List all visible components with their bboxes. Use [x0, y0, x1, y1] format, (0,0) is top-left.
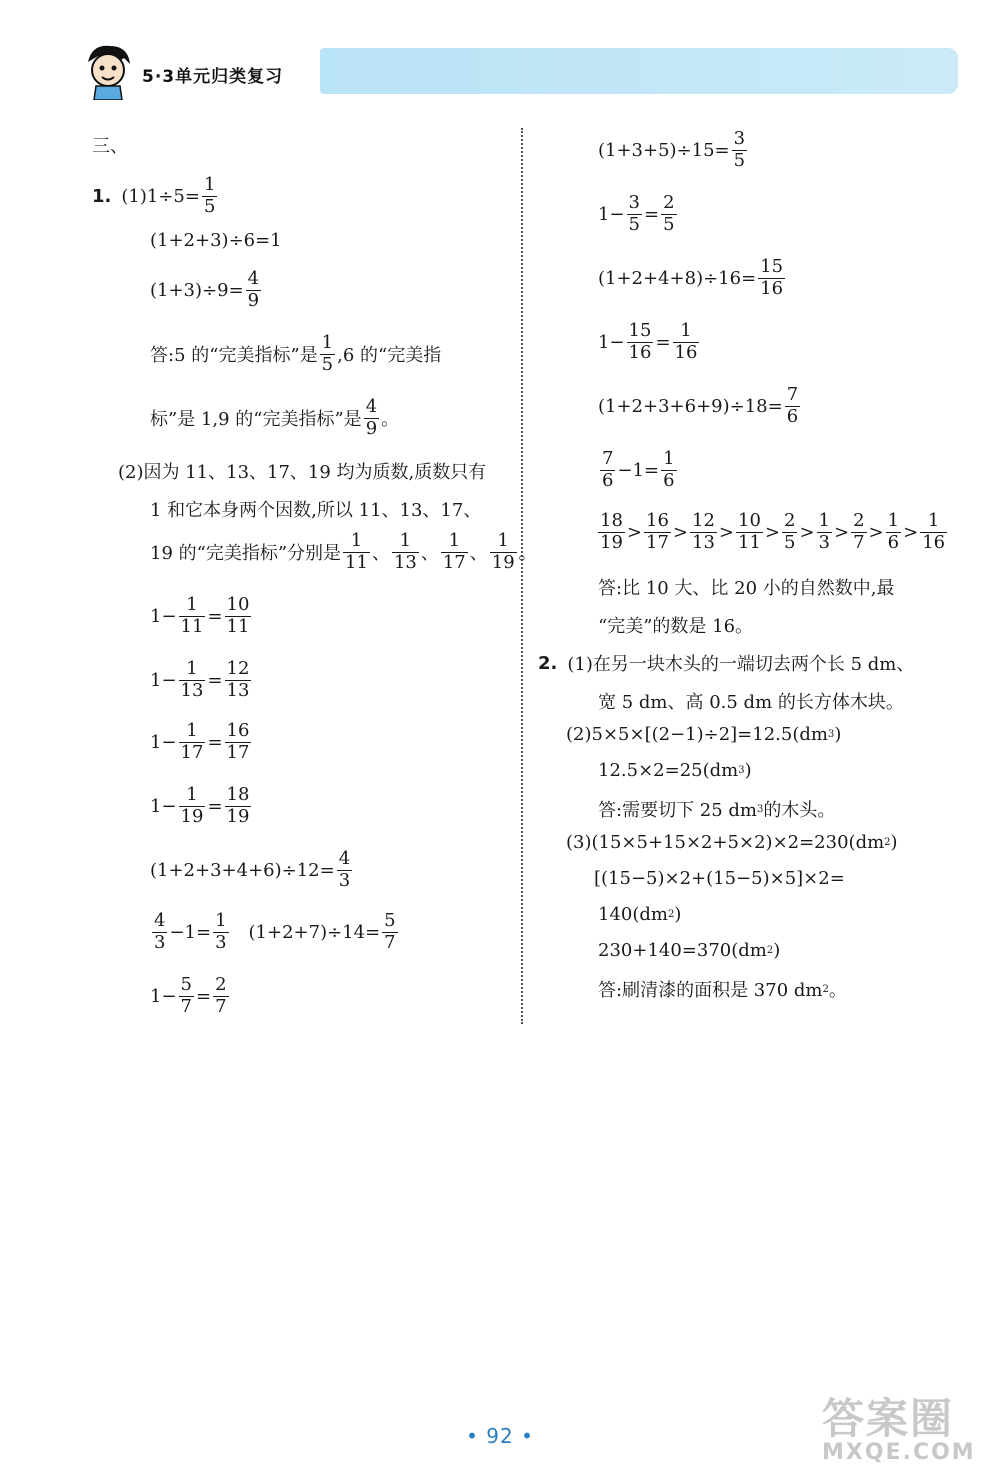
fraction: $\frac{2}{5}$: [663, 192, 675, 235]
fraction: $\frac{12}{13}$: [226, 658, 250, 701]
fraction: $\frac{1}{19}$: [180, 784, 204, 827]
series-title: 5·3单元归类复习: [142, 67, 284, 87]
q1-line1: 1. (1)1÷5= $\frac{1}{5}$: [92, 174, 216, 217]
fraction: $\frac{16}{17}$: [226, 720, 250, 763]
fraction: $\frac{2}{7}$: [215, 974, 227, 1017]
fraction: $\frac{7}{6}$: [602, 448, 614, 491]
calc-18: (1+2+3+6+9)÷18= $\frac{7}{6}$: [598, 384, 799, 427]
column-divider: [521, 128, 523, 1024]
fraction: $\frac{1}{13}$: [393, 530, 417, 573]
q2-line2: 宽 5 dm、高 0.5 dm 的长方体木块。: [598, 692, 904, 713]
fraction: $\frac{4}{9}$: [365, 396, 378, 439]
fraction: $\frac{1}{5}$: [203, 174, 216, 217]
calc-15b: 1− $\frac{3}{5}$ = $\frac{2}{5}$: [598, 192, 675, 235]
calc-12: (1+2+3+4+6)÷12= $\frac{4}{3}$: [150, 848, 351, 891]
answer-2b: “完美”的数是 16。: [598, 616, 754, 637]
fraction: $\frac{18}{19}$: [600, 510, 623, 553]
calc-16: (1+2+4+8)÷16= $\frac{15}{16}$: [598, 256, 784, 299]
fraction: $\frac{15}{16}$: [628, 320, 652, 363]
fraction: $\frac{5}{7}$: [180, 974, 192, 1017]
q2-part3d: 230+140=370(dm 2 ): [598, 940, 781, 961]
calc-11: 1− $\frac{1}{11}$ = $\frac{10}{11}$: [150, 594, 250, 637]
part2-line2: 1 和它本身两个因数,所以 11、13、17、: [150, 500, 482, 521]
fraction: $\frac{5}{7}$: [384, 910, 396, 953]
fraction: $\frac{1}{11}$: [180, 594, 204, 637]
fraction: $\frac{1}{3}$: [818, 510, 830, 553]
part2-line1: (2)因为 11、13、17、19 均为质数,质数只有: [118, 462, 487, 483]
calc-15: (1+3+5)÷15= $\frac{3}{5}$: [598, 128, 746, 171]
q1-number: 1.: [92, 185, 112, 207]
fraction: $\frac{16}{17}$: [646, 510, 669, 553]
fraction: $\frac{1}{3}$: [215, 910, 227, 953]
calc-19: 1− $\frac{1}{19}$ = $\frac{18}{19}$: [150, 784, 250, 827]
calc-17: 1− $\frac{1}{17}$ = $\frac{16}{17}$: [150, 720, 250, 763]
section-heading: 三、: [92, 136, 128, 157]
fraction: $\frac{2}{5}$: [784, 510, 796, 553]
fraction: $\frac{2}{7}$: [853, 510, 865, 553]
q2-part3b: [(15−5)×2+(15−5)×5]×2=: [594, 868, 845, 889]
fraction: $\frac{10}{11}$: [226, 594, 250, 637]
fraction: $\frac{4}{3}$: [154, 910, 166, 953]
fraction: $\frac{1}{5}$: [321, 332, 334, 375]
header-banner: [320, 48, 958, 94]
fraction: $\frac{1}{13}$: [180, 658, 204, 701]
fraction: $\frac{12}{13}$: [692, 510, 715, 553]
watermark: 答案圈 MXQE.COM: [822, 1394, 976, 1465]
q2-part3: (3)(15×5+15×2+5×2)×2=230(dm 2 ): [566, 832, 898, 853]
fraction: $\frac{3}{5}$: [628, 192, 640, 235]
fraction: $\frac{7}{6}$: [786, 384, 799, 427]
fraction: $\frac{1}{19}$: [491, 530, 515, 573]
fraction: $\frac{10}{11}$: [738, 510, 761, 553]
q2-part2b: 12.5×2=25(dm 3 ): [598, 760, 752, 781]
fraction: $\frac{18}{19}$: [226, 784, 250, 827]
q2-line1: 2. (1)在另一块木头的一端切去两个长 5 dm、: [538, 652, 915, 675]
fraction: $\frac{1}{17}$: [180, 720, 204, 763]
calc-18b: $\frac{7}{6}$ −1= $\frac{1}{6}$: [602, 448, 675, 491]
fraction: $\frac{1}{17}$: [442, 530, 466, 573]
fraction: $\frac{1}{11}$: [345, 530, 368, 573]
page-header: [0, 0, 1000, 110]
q2-number: 2.: [538, 652, 558, 674]
q2-part3-answer: 答:刷清漆的面积是 370 dm 2 。: [598, 980, 847, 1001]
fraction: $\frac{3}{5}$: [733, 128, 746, 171]
fraction: $\frac{1}{16}$: [922, 510, 946, 553]
q2-part3c: 140(dm 2 ): [598, 904, 682, 925]
q2-part2-answer: 答:需要切下 25 dm 3 的木头。: [598, 800, 836, 821]
fraction: $\frac{1}{16}$: [674, 320, 698, 363]
part2-line3: 19 的“完美指标”分别是 $\frac{1}{11}$ 、 $\frac{1}{13}$ 、 $\frac{1}{17}$ 、 $\frac{1}{19}$ 。: [150, 530, 537, 573]
fraction: $\frac{1}{6}$: [663, 448, 675, 491]
fraction: $\frac{4}{3}$: [338, 848, 351, 891]
fraction: $\frac{4}{9}$: [247, 268, 260, 311]
page-number: • 92 •: [466, 1424, 534, 1448]
comparison-chain: $\frac{18}{19}$ > $\frac{16}{17}$ > $\frac{12}{13}$ > $\frac{10}{11}$ > $\frac{2}{5}$ > $\frac{1}{3}$ > $\frac{2}{7}$ > $\frac{1}{6}$ > $\frac{1}{16}$: [600, 510, 946, 553]
answer-1a: 答:5 的“完美指标”是 $\frac{1}{5}$ ,6 的“完美指: [150, 332, 442, 375]
calc-16b: 1− $\frac{15}{16}$ = $\frac{1}{16}$: [598, 320, 698, 363]
calc-13: 1− $\frac{1}{13}$ = $\frac{12}{13}$: [150, 658, 250, 701]
fraction: $\frac{15}{16}$: [760, 256, 784, 299]
q1-line3: (1+3)÷9= $\frac{4}{9}$: [150, 268, 260, 311]
q2-part2: (2)5×5×[(2−1)÷2]=12.5(dm 3 ): [566, 724, 842, 745]
answer-1b: 标”是 1,9 的“完美指标”是 $\frac{4}{9}$ 。: [150, 396, 400, 439]
fraction: $\frac{1}{6}$: [887, 510, 900, 553]
q1-line2: (1+2+3)÷6=1: [150, 230, 282, 251]
answer-2a: 答:比 10 大、比 20 小的自然数中,最: [598, 578, 895, 599]
mascot-icon: [78, 40, 138, 100]
calc-14b: 1− $\frac{5}{7}$ = $\frac{2}{7}$: [150, 974, 227, 1017]
calc-12-14: $\frac{4}{3}$ −1= $\frac{1}{3}$ (1+2+7)÷14= $\frac{5}{7}$: [154, 910, 396, 953]
